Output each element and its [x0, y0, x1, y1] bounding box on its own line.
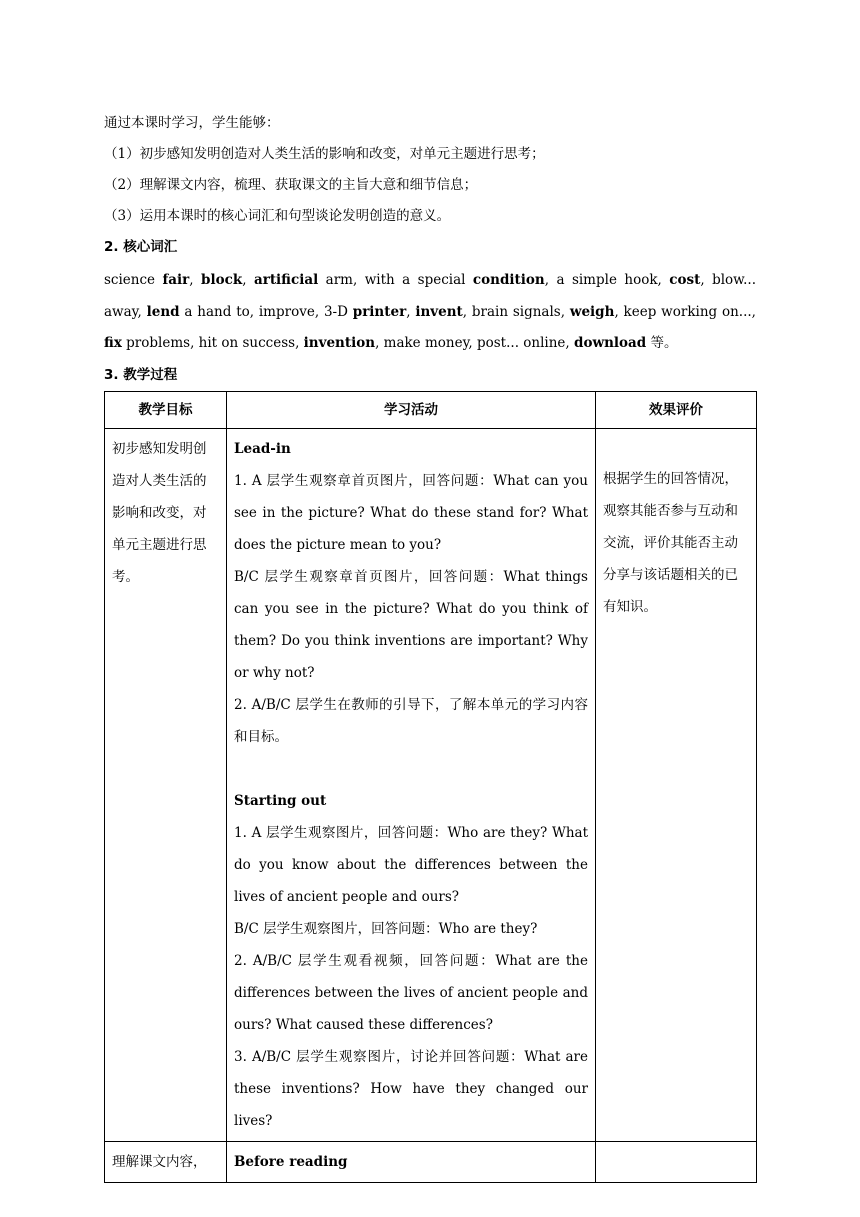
leadin-item-2: B/C 层学生观察章首页图片，回答问题：What things can you see in the picture? What do you think of them? Do you think inventions are important? Why or why not? — [234, 568, 588, 681]
process-table — [104, 391, 757, 1183]
table-row — [105, 428, 757, 1141]
vocab-paragraph — [104, 265, 756, 360]
vocab-term: artificial — [253, 272, 319, 288]
row1-goal: 初步感知发明创造对人类生活的影响和改变，对单元主题进行思考。 — [105, 428, 227, 1141]
document-page — [104, 108, 756, 1183]
row2-goal: 理解课文内容， — [105, 1141, 227, 1182]
starting-title: Starting out — [234, 792, 327, 809]
vocab-term: condition — [472, 272, 545, 288]
objectives-intro: 通过本课时学习，学生能够： — [104, 115, 280, 131]
vocab-text-segment: , — [189, 272, 202, 288]
header-goal: 教学目标 — [105, 391, 227, 428]
vocab-text-segment: a hand to, improve, 3-D — [179, 303, 353, 320]
table-header-row — [105, 391, 757, 428]
vocab-text-segment: , a simple hook, — [544, 272, 670, 288]
vocab-term: invention — [303, 335, 376, 351]
vocab-term: fair — [162, 272, 190, 288]
leadin-title: Lead-in — [234, 440, 291, 457]
row2-activity — [227, 1141, 596, 1182]
table-row — [105, 1141, 757, 1182]
row2-evaluation — [596, 1141, 757, 1182]
leadin-item-3: 2. A/B/C 层学生在教师的引导下，了解本单元的学习内容和目标。 — [234, 696, 588, 745]
vocab-text-segment: arm, with a special — [318, 272, 473, 288]
objective-item-1: （1）初步感知发明创造对人类生活的影响和改变，对单元主题进行思考； — [104, 146, 545, 162]
vocab-text-segment: problems, hit on success, — [121, 335, 304, 351]
row1-evaluation: 根据学生的回答情况，观察其能否参与互动和交流，评价其能否主动分享与该话题相关的已有知识。 — [596, 428, 757, 1141]
vocab-text-segment: , — [406, 303, 416, 320]
vocab-term: invent — [415, 303, 463, 320]
vocab-text-segment: , brain signals, — [462, 303, 570, 320]
objective-item-2: （2）理解课文内容，梳理、获取课文的主旨大意和细节信息； — [104, 177, 478, 193]
starting-item-1: 1. A 层学生观察图片，回答问题：Who are they? What do you know about the differences between the lives of ancient people and ours? — [234, 824, 588, 905]
vocab-term: weigh — [569, 303, 615, 320]
vocab-text-segment: , — [242, 272, 254, 288]
starting-item-3: 2. A/B/C 层学生观看视频，回答问题：What are the differences between the lives of ancient people and ours? What caused these differences? — [234, 952, 588, 1033]
header-evaluation: 效果评价 — [596, 391, 757, 428]
vocab-text-segment: , make money, post... online, — [375, 335, 574, 351]
vocab-text-segment: , blow... away, — [104, 272, 756, 320]
row1-activity — [227, 428, 596, 1141]
vocab-term: lend — [146, 303, 180, 320]
starting-item-2: B/C 层学生观察图片，回答问题：Who are they? — [234, 920, 538, 937]
vocab-text-segment: , keep working on..., — [614, 303, 756, 320]
vocab-text-segment: 等。 — [646, 335, 678, 351]
before-reading-title: Before reading — [234, 1153, 348, 1170]
vocab-text-segment: science — [104, 272, 163, 288]
vocab-term: cost — [669, 272, 701, 288]
vocab-term: block — [201, 272, 243, 288]
objective-item-3: （3）运用本课时的核心词汇和句型谈论发明创造的意义。 — [104, 208, 451, 224]
vocab-term: printer — [352, 303, 407, 320]
process-heading: 3. 教学过程 — [104, 366, 178, 383]
starting-item-4: 3. A/B/C 层学生观察图片，讨论并回答问题：What are these inventions? How have they changed our lives? — [234, 1048, 588, 1129]
vocab-heading: 2. 核心词汇 — [104, 239, 178, 255]
header-activity: 学习活动 — [227, 391, 596, 428]
spacer — [234, 753, 588, 785]
leadin-item-1: 1. A 层学生观察章首页图片，回答问题：What can you see in the picture? What do these stand for? What does the picture mean to you? — [234, 472, 588, 553]
vocab-term: download — [574, 335, 647, 351]
vocab-term: fix — [104, 335, 122, 351]
